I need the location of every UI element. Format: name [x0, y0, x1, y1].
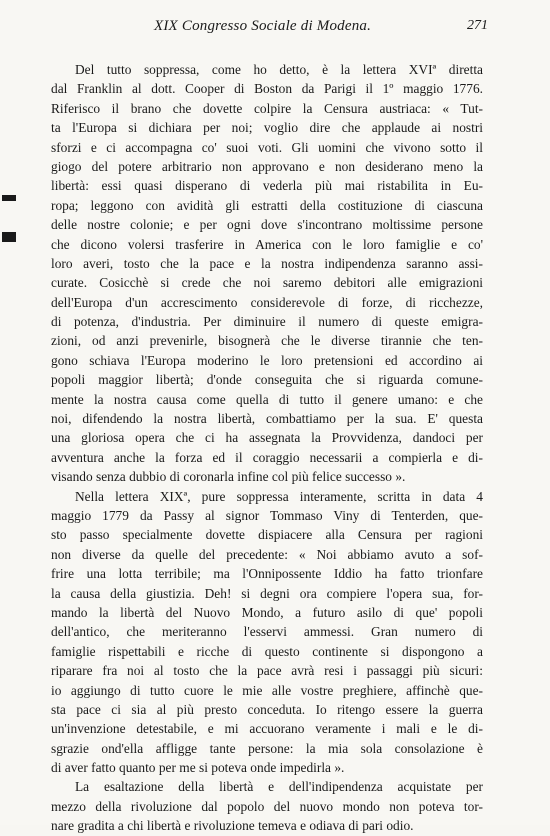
text-line: ropa; leggono con avidità gli estratti della costituzione di ciascuna — [51, 197, 483, 213]
text-line: famiglie rispettabili e ricche di questo continente si dispongono a — [51, 643, 483, 659]
text-line: che dicono volersi trasferire in America con le loro famiglie e co' — [51, 236, 483, 252]
text-line: visando senza dubbio di coronarla infine col più felice successo ». — [51, 469, 406, 485]
text-line: sto passo specialmente dovette dispiacere alla Censura per ragioni — [51, 527, 483, 543]
margin-mark — [2, 232, 16, 242]
running-title: XIX Congresso Sociale di Modena. — [154, 18, 372, 34]
text-line: sgrazie ond'ella affligge tante persone: la mia sola consolazione è — [51, 740, 483, 756]
text-line: Del tutto soppressa, come ho detto, è la lettera XVIª diretta — [75, 62, 483, 77]
text-line: ta l'Europa si dichiara per noi; voglio dire che applaude ai nostri — [51, 120, 483, 136]
text-line: io aggiungo di tutto cuore le mie alle vostre preghiere, affinchè que- — [51, 682, 483, 698]
text-line: la causa della giustizia. Deh! si degni ora compiere l'opera sua, for- — [51, 585, 483, 601]
text-line: delle nostre colonie; e per ogni dove s'incontrano moltissime persone — [51, 217, 483, 233]
text-line: La esaltazione della libertà e dell'indipendenza acquistate per — [75, 779, 483, 795]
text-line: curate. Cosicchè si crede che noi saremo debitori alle emigrazioni — [51, 275, 483, 291]
text-line: sta pace ci sia al più presto conceduta. Io ritengo essere la guerra — [51, 701, 483, 717]
text-line: dell'Europa d'un accrescimento considerevole di forze, di ricchezze, — [51, 294, 483, 310]
text-line: un'invenzione detestabile, e mi accuorano veramente i mali e le di- — [51, 721, 483, 737]
text-line: maggio 1779 da Passy al signor Tommaso Viny di Tenterden, que- — [51, 507, 483, 523]
text-line: avventura anche la forza ed il coraggio necessarii a compierla e di- — [51, 449, 483, 465]
text-line: Nella lettera XIXª, pure soppressa interamente, scritta in data 4 — [75, 488, 483, 504]
text-line: zioni, od anzi prevenirle, bisognerà che le diverse tirannie che ten- — [51, 333, 483, 349]
text-line: riparare fra noi al tosto che la pace avrà resi i passaggi più sicuri: — [51, 663, 483, 679]
text-line: sforzi e ci accompagna co' suoi voti. Gli uomini che vivono sotto il — [51, 139, 483, 155]
page-header — [52, 18, 488, 38]
text-line: giogo del potere arbitrario non approvano e non desiderano meno la — [51, 158, 483, 174]
text-line: frire una lotta terribile; ma l'Onnipossente Iddio ha fatto trionfare — [51, 566, 483, 582]
text-line: mente la nostra causa come quella di tutto il genere umano: e che — [51, 391, 483, 407]
page-number: 271 — [467, 18, 488, 33]
text-line: mando la libertà del Nuovo Mondo, a futuro asilo di que' popoli — [51, 604, 483, 620]
text-line: dell'antico, che meriteranno l'esservi ammessi. Gran numero di — [51, 624, 483, 640]
text-line: nare gradita a chi libertà e rivoluzione temeva e odiava di pari odio. — [51, 818, 414, 834]
text-line: di aver fatto quanto per me si poteva onde impedirla ». — [51, 760, 345, 776]
text-line: mezzo della rivoluzione dal popolo del nuovo mondo non poteva tor- — [51, 798, 483, 814]
text-line: loro averi, tosto che la pace e la nostra indipendenza saranno assi- — [51, 255, 483, 271]
text-line: non diverse da quelle del precedente: « Noi abbiamo avuto a sof- — [51, 546, 483, 562]
text-line: noi, difendendo la nostra libertà, combattiamo per la sua. E' questa — [51, 411, 483, 427]
margin-mark — [2, 195, 16, 201]
text-line: popoli maggior libertà; d'onde conseguita che si riguarda comune- — [51, 372, 483, 388]
text-line: libertà: essi quasi disperano di vederla più mai ristabilita in Eu- — [51, 178, 483, 194]
text-line: Riferisco il brano che dovette colpire la Censura austriaca: « Tut- — [51, 100, 483, 116]
text-line: gono schiava l'Europa moderino le loro pretensioni ed accordino ai — [51, 352, 483, 368]
text-line: dal Franklin al dott. Cooper di Boston da Parigi il 1º maggio 1776. — [51, 81, 483, 97]
text-line: di potenza, d'industria. Per diminuire il numero di queste emigra- — [51, 314, 483, 330]
text-line: una gloriosa opera che ci ha assegnata la Provvidenza, dandoci per — [51, 430, 483, 446]
body-text — [51, 60, 483, 836]
